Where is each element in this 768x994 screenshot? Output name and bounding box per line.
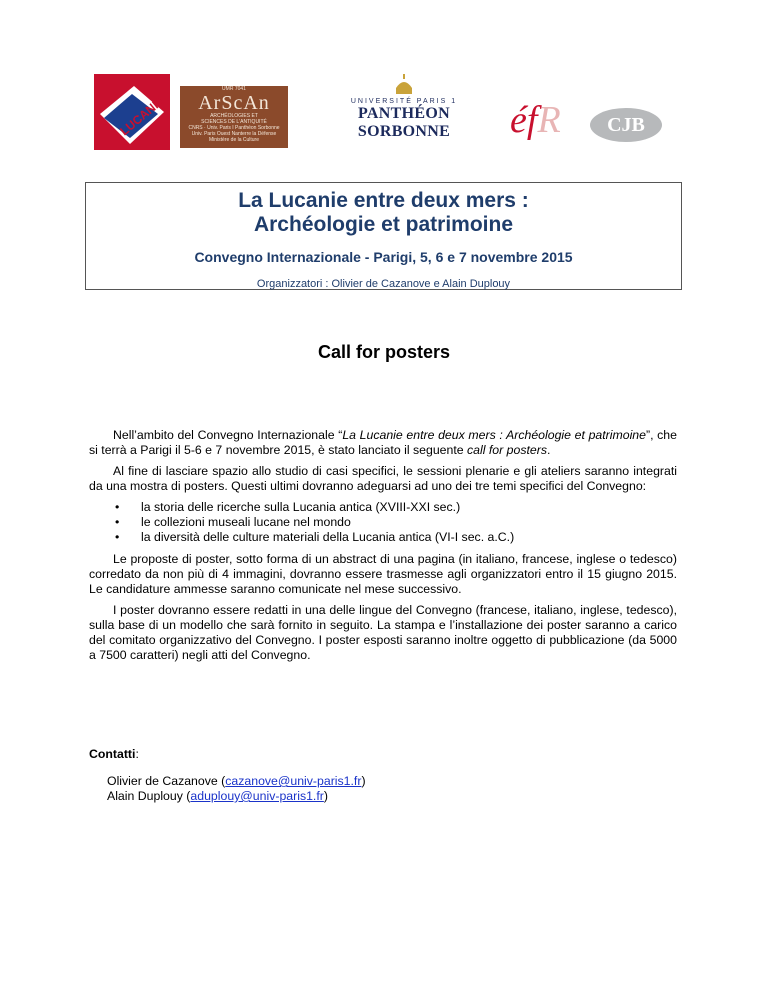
list-item: [89, 515, 677, 530]
paragraph-4: I poster dovranno essere redatti in una delle lingue del Convegno (francese, italiano, inglese, tedesco), sulla base di un modello che sarà fornito in seguito. La stampa e l’installazione dei poster saranno a carico del comitato organizzativo del Convegno. I poster esposti saranno inoltre oggetto di pubblicazione (da 5000 a 7500 caratteri) negli atti del Convegno.: [89, 603, 677, 662]
contact-close: ): [361, 774, 366, 788]
logo-strip: [90, 68, 690, 150]
list-item: [89, 530, 677, 545]
lucanie-logo-graphic: [94, 74, 170, 150]
contact-close: ): [323, 789, 328, 803]
themes-list: [89, 500, 677, 545]
bullet-icon: •: [115, 515, 120, 529]
conference-subtitle: Convegno Internazionale - Parigi, 5, 6 e 7 novembre 2015: [194, 249, 573, 265]
arscan-sub5: Ministère de la Culture: [208, 137, 260, 143]
p1-text-c: .: [546, 443, 551, 457]
cjb-logo: CJB: [590, 108, 662, 142]
lucanie-logo: [94, 74, 170, 150]
title-line-1: La Lucanie entre deux mers :: [238, 189, 529, 212]
efr-r: R: [537, 99, 561, 141]
p1-text-b: ”, che si terrà a Parigi il 5-6 e 7 novembre 2015, è stato lanciato il seguente: [89, 428, 677, 457]
pantheon-name: PANTHÉON SORBONNE: [357, 105, 451, 140]
list-item: [89, 500, 677, 515]
conference-title: [86, 189, 681, 237]
organizers: Organizzatori : Olivier de Cazanove e Alain Duplouy: [256, 278, 511, 290]
contacts-heading: [89, 747, 677, 762]
arscan-logo: [180, 86, 288, 148]
title-line-2: Archéologie et patrimoine: [253, 213, 514, 236]
p1-italic-call: call for posters: [467, 443, 547, 457]
efr-ef: éf: [510, 99, 538, 141]
theme-text: le collezioni museali lucane nel mondo: [141, 515, 351, 529]
email-link[interactable]: aduplouy@univ-paris1.fr: [190, 789, 324, 803]
bullet-icon: •: [115, 500, 120, 514]
lucanie-logo-text: LUCANIE: [117, 93, 168, 139]
efr-logo: [510, 98, 576, 142]
contacts-label: Contatti: [89, 747, 136, 761]
contacts-section: [89, 747, 677, 804]
arscan-umr: UMR 7041: [222, 86, 246, 92]
paragraph-2: Al fine di lasciare spazio allo studio di casi specifici, le sessioni plenarie e gli ateliers saranno integrati da una mostra di posters. Questi ultimi dovranno adeguarsi ad uno dei tre temi specifici del Convegno:: [89, 464, 677, 493]
call-title: Call for posters: [317, 342, 451, 362]
arscan-name: ArScAn: [198, 92, 270, 114]
arscan-sub2: SCIENCES DE L'ANTIQUITÉ: [201, 119, 267, 125]
email-link[interactable]: cazanove@univ-paris1.fr: [225, 774, 362, 788]
paragraph-1: [89, 428, 677, 458]
pantheon-top: UNIVERSITÉ PARIS 1: [350, 98, 458, 105]
arscan-sub4: Univ. Paris Ouest Nanterre la Défense: [191, 131, 277, 137]
contact-line: [107, 789, 677, 804]
theme-text: la storia delle ricerche sulla Lucania antica (XVIII-XXI sec.): [141, 500, 461, 514]
arscan-sub1: ARCHÉOLOGIES ET: [210, 113, 258, 119]
contact-name: Olivier de Cazanove (: [107, 774, 226, 788]
body-text: [89, 428, 677, 669]
bullet-icon: •: [115, 530, 120, 544]
contact-name: Alain Duplouy (: [107, 789, 191, 803]
dome-icon: [392, 74, 416, 96]
p1-text-a: Nell’ambito del Convegno Internazionale “: [113, 428, 343, 442]
pantheon-sorbonne-logo: [314, 72, 494, 148]
theme-text: la diversità delle culture materiali della Lucania antica (VI-I sec. a.C.): [141, 530, 515, 544]
p1-italic-title: La Lucanie entre deux mers : Archéologie et patrimoine: [342, 428, 646, 442]
contacts-colon: :: [135, 747, 139, 761]
arscan-sub3: CNRS · Univ. Paris I Panthéon Sorbonne: [188, 125, 280, 131]
contact-line: [107, 774, 677, 789]
title-box: [85, 182, 682, 290]
paragraph-3: Le proposte di poster, sotto forma di un abstract di una pagina (in italiano, francese, inglese o tedesco) corredato da non più di 4 immagini, dovranno essere trasmesse agli organizzatori entro il 15 giugno 2015. Le candidature ammesse saranno comunicate nel mese successivo.: [89, 552, 677, 596]
